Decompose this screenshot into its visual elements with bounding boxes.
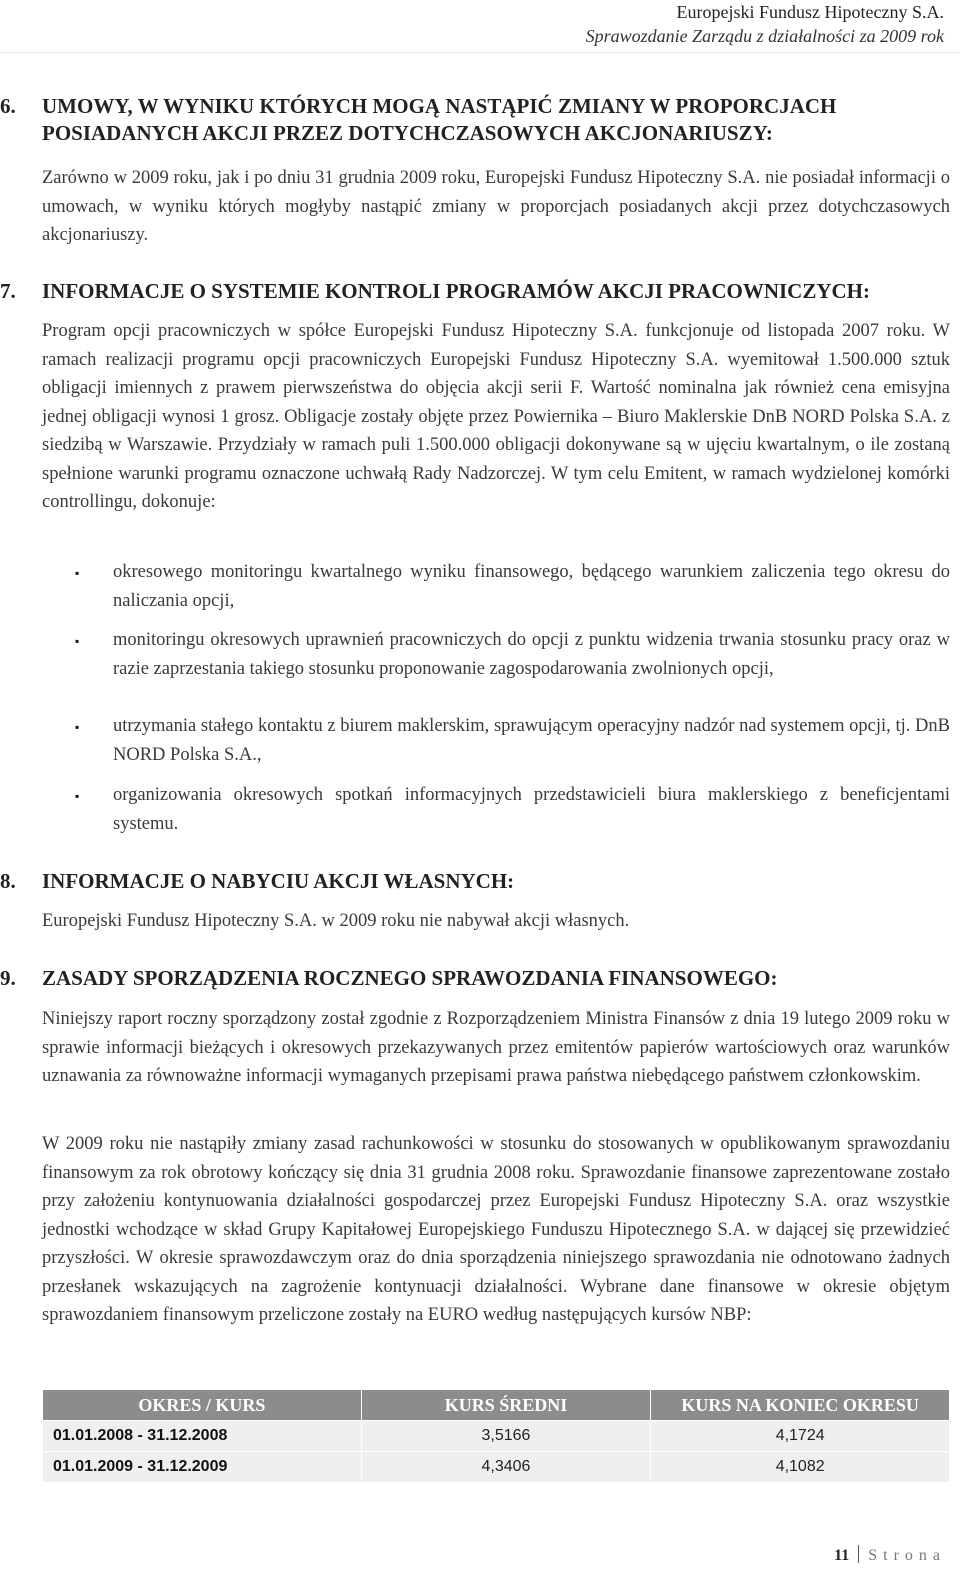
section-6-paragraph: Zarówno w 2009 roku, jak i po dniu 31 grudnia 2009 roku, Europejski Fundusz Hipoteczny S.A. nie posiadał informacji o umowach, w wyniku których mogłyby nastąpić zmiany w proporcjach posiadanych akcji przez dotychczasowych akcjonariuszy. xyxy=(42,168,950,245)
bullet-item: utrzymania stałego kontaktu z biurem maklerskim, sprawującym operacyjny nadzór nad systemem opcji, tj. DnB NORD Polska S.A., xyxy=(113,716,950,765)
section-8-title: INFORMACJE O NABYCIU AKCJI WŁASNYCH: xyxy=(42,869,515,893)
section-7-title: INFORMACJE O SYSTEMIE KONTROLI PROGRAMÓW AKCJI PRACOWNICZYCH: xyxy=(42,279,870,303)
section-7-heading xyxy=(0,278,960,306)
section-6-title-line2: POSIADANYCH AKCJI PRZEZ DOTYCHCZASOWYCH AKCJONARIUSZY: xyxy=(42,121,773,145)
bullet-item: monitoringu okresowych uprawnień pracowniczych do opcji z punktu widzenia trwania stosunku pracy oraz w razie zaprzestania takiego stosunku proponowanie zagospodarowania zwolnionych opcji, xyxy=(113,630,950,679)
section-8-number: 8. xyxy=(0,869,16,893)
bullet-item: okresowego monitoringu kwartalnego wyniku finansowego, będącego warunkiem zaliczenia tego okresu do naliczania opcji, xyxy=(113,562,950,611)
table-row xyxy=(43,1452,950,1483)
page-header xyxy=(586,0,944,48)
section-9-number: 9. xyxy=(0,966,16,990)
bullet-square-icon: ▪ xyxy=(75,634,80,648)
table-cell-end-rate: 4,1724 xyxy=(651,1421,950,1452)
page-footer xyxy=(834,1545,946,1565)
bullet-square-icon: ▪ xyxy=(75,789,80,803)
table-header-cell: KURS NA KONIEC OKRESU xyxy=(651,1390,950,1421)
table-cell-period: 01.01.2008 - 31.12.2008 xyxy=(43,1421,362,1452)
table-cell-average-rate: 3,5166 xyxy=(361,1421,651,1452)
exchange-rates-table xyxy=(42,1389,950,1483)
page-number: 11 xyxy=(834,1547,850,1564)
section-8-heading xyxy=(0,868,960,896)
header-divider xyxy=(0,52,960,53)
table-header-cell: KURS ŚREDNI xyxy=(361,1390,651,1421)
bullet-item: organizowania okresowych spotkań informacyjnych przedstawicieli biura maklerskiego z beneficjentami systemu. xyxy=(113,785,950,834)
section-6-heading xyxy=(0,93,960,153)
page-label: Strona xyxy=(868,1547,946,1564)
table-row xyxy=(43,1421,950,1452)
section-9-paragraph-2: W 2009 roku nie nastąpiły zmiany zasad rachunkowości w stosunku do stosowanych w opublikowanym sprawozdaniu finansowym za rok obrotowy kończący się dnia 31 grudnia 2008 roku. Sprawozdanie finansowe zaprezentowane zostało przy założeniu kontynuowania działalności gospodarczej przez Europejski Fundusz Hipoteczny S.A. oraz wszystkie jednostki wchodzące w skład Grupy Kapitałowej Europejskiego Funduszu Hipotecznego S.A. w dającej się przewidzieć przyszłości. W okresie sprawozdawczym oraz do dnia sporządzenia niniejszego sprawozdania nie odnotowano żadnych przesłanek wskazujących na zagrożenie kontynuacji działalności. Wybrane dane finansowe w okresie objętym sprawozdaniem finansowym przeliczone zostały na EURO według następujących kursów NBP: xyxy=(42,1134,950,1325)
section-7-paragraph: Program opcji pracowniczych w spółce Europejski Fundusz Hipoteczny S.A. funkcjonuje od listopada 2007 roku. W ramach realizacji programu opcji pracowniczych Europejski Fundusz Hipoteczny S.A. wyemitował 1.500.000 sztuk obligacji imiennych z prawem pierwszeństwa do objęcia akcji serii F. Wartość nominalna jak również cena emisyjna jednej obligacji wynosi 1 grosz. Obligacje zostały objęte przez Powiernika – Biuro Maklerskie DnB NORD Polska S.A. z siedzibą w Warszawie. Przydziały w ramach puli 1.500.000 obligacji dokonywane są w ujęciu kwartalnym, o ile zostaną spełnione warunki programu oznaczone uchwałą Rady Nadzorczej. W tym celu Emitent, w ramach wydzielonej komórki controllingu, dokonuje: xyxy=(42,321,950,512)
section-6-title-line1: UMOWY, W WYNIKU KTÓRYCH MOGĄ NASTĄPIĆ ZMIANY W PROPORCJACH xyxy=(42,94,837,118)
footer-separator xyxy=(858,1545,859,1563)
table-header-row xyxy=(43,1390,950,1421)
bullet-square-icon: ▪ xyxy=(75,720,80,734)
table-cell-average-rate: 4,3406 xyxy=(361,1452,651,1483)
table-cell-period: 01.01.2009 - 31.12.2009 xyxy=(43,1452,362,1483)
table-cell-end-rate: 4,1082 xyxy=(651,1452,950,1483)
section-7-number: 7. xyxy=(0,279,16,303)
section-9-heading xyxy=(0,965,960,993)
section-6-number: 6. xyxy=(0,94,16,118)
table-header-cell: OKRES / KURS xyxy=(43,1390,362,1421)
header-subtitle: Sprawozdanie Zarządu z działalności za 2009 rok xyxy=(585,26,944,46)
section-9-paragraph-1: Niniejszy raport roczny sporządzony został zgodnie z Rozporządzeniem Ministra Finansów z dnia 19 lutego 2009 roku w sprawie informacji bieżących i okresowych przekazywanych przez emitentów papierów wartościowych oraz warunków uznawania za równoważne informacji wymaganych przepisami prawa państwa niebędącego państwem członkowskim. xyxy=(42,1009,950,1086)
section-9-title: ZASADY SPORZĄDZENIA ROCZNEGO SPRAWOZDANIA FINANSOWEGO: xyxy=(42,966,778,990)
header-company: Europejski Fundusz Hipoteczny S.A. xyxy=(676,2,944,22)
section-8-paragraph: Europejski Fundusz Hipoteczny S.A. w 2009 roku nie nabywał akcji własnych. xyxy=(42,911,630,931)
bullet-square-icon: ▪ xyxy=(75,566,80,580)
